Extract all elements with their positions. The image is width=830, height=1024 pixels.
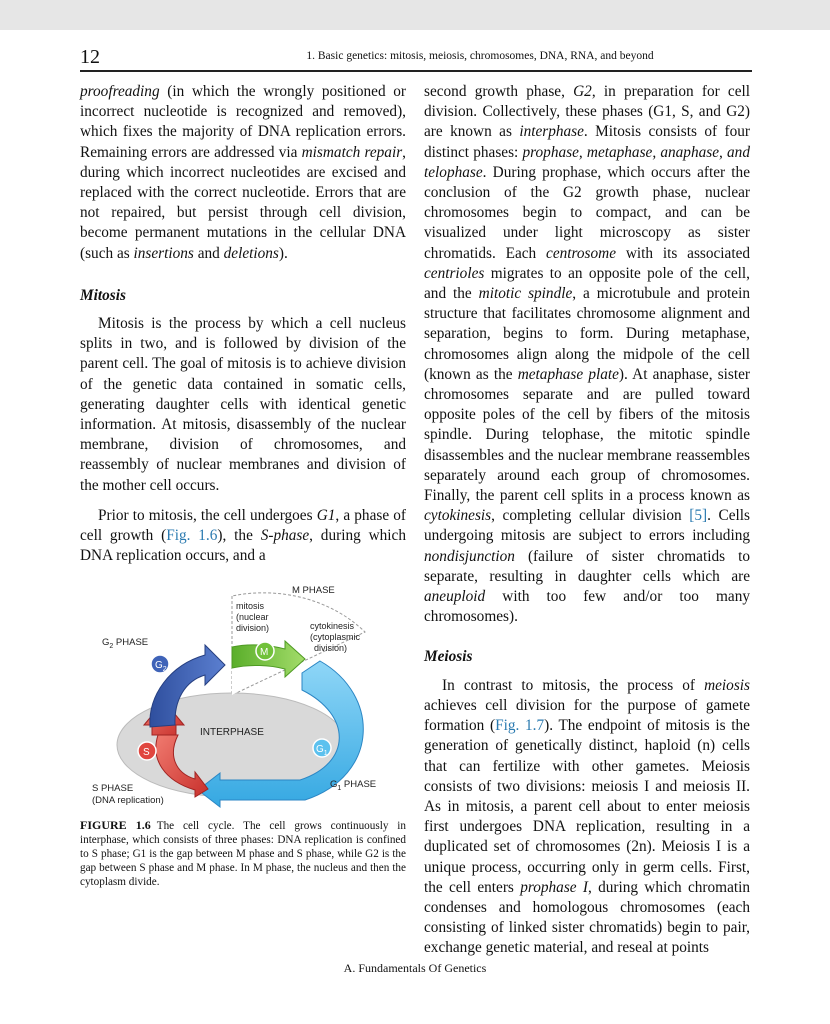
italic-term: insertions [133, 244, 194, 262]
text-run: , during which chromatin condenses and homologous chromosomes (each consisting of linked sister chromatids) begin to pair, exchange genetic material, and reseal at points [424, 878, 751, 957]
dna-replication-label: (DNA replication) [92, 795, 164, 806]
italic-term: centrosome [546, 244, 616, 262]
text-run: second growth phase, [424, 83, 574, 100]
text-run: . Cells undergoing mitosis are subject to errors including [424, 507, 750, 545]
running-head: 1. Basic genetics: mitosis, meiosis, chromosomes, DNA, RNA, and beyond [306, 50, 654, 62]
text-run: , during which DNA replication occurs, and a [80, 527, 406, 565]
s-marker-label: S [143, 747, 150, 758]
italic-term: prophase I [520, 878, 588, 896]
text-run: ). At anaphase, sister chromosomes separate and are pulled toward opposite poles of the cell by fibers of the mitosis spindle. During telophase, the mitotic spindle disassembles and the nuclear membrane reassembles separately around each group of chromosomes. Finally, the parent cell splits in a process known as [424, 365, 751, 505]
reference-link[interactable]: Fig. 1.6 [166, 527, 218, 545]
text-run: Prior to mitosis, the cell undergoes [98, 506, 317, 524]
text-run: In contrast to mitosis, the process of [442, 676, 705, 694]
mitosis-label: mitosis (nuclear division) [236, 601, 270, 633]
top-margin-bar [0, 0, 830, 30]
italic-term: metaphase plate [517, 365, 619, 383]
text-run: , a microtubule and protein structure that facilitates chromosome alignment and separation, begins to form. During metaphase, chromosomes align along the midpole of the cell (known as the [424, 285, 750, 383]
italic-term: meiosis [704, 676, 750, 694]
text-run: , completing cellular division [491, 507, 690, 525]
paragraph [80, 506, 406, 567]
text-run: (failure of sister chromatids to separate, resulting in daughter cells which are [424, 547, 750, 585]
right-column [424, 82, 750, 959]
cytokinesis-label: cytokinesis (cytoplasmic division) [310, 621, 361, 653]
text-run: . During prophase, which occurs after the conclusion of the G2 growth phase, nuclear chromosomes begin to compact, and can be visualized under light microscopy as sister chromatids. Each [424, 163, 750, 262]
m-phase-label: M PHASE [292, 585, 335, 596]
italic-term: cytokinesis [424, 507, 492, 525]
text-run: , during which incorrect nucleotides are excised and replaced with the correct nucleotide. Errors that are not repaired, but persist through cell division, become permanent mutations in the cellular DNA (such as [80, 143, 406, 262]
text-run: (in which the wrongly positioned or incorrect nucleotide is recognized and removed), which fixes the majority of DNA replication errors. Remaining errors are addressed via [80, 83, 406, 161]
italic-term: proofreading [80, 83, 160, 100]
paragraph [80, 314, 406, 496]
italic-term: G2 [573, 83, 592, 100]
text-run: Mitosis is the process by which a cell nucleus splits in two, and is followed by division of the parent cell. The goal of mitosis is to achieve division of the genetic data contained in somatic cells, generating daughter cells with identical genetic information. At mitosis, disassembly of the nuclear membrane, division of chromosomes, and reassembly of nuclear membranes and division of the mother cell occurs. [80, 315, 406, 494]
section-heading-meiosis: Meiosis [424, 648, 473, 666]
left-column [80, 82, 406, 566]
g2-marker-label: $G_2$ [155, 660, 167, 673]
caption-text: The cell cycle. The cell grows continuously in interphase, which consists of three phases: DNA replication is confined to S phase; G1 is the gap between M phase and S phase, while G2 is the gap between S phase and M phase. In M phase, the nucleus and then the cytoplasm divide. [80, 820, 406, 889]
header-rule [80, 70, 752, 72]
g1-phase-label: $G_1$ PHASE [330, 779, 377, 792]
text-run: , in preparation for cell division. Collectively, these phases (G1, S, and G2) are known as [424, 83, 750, 141]
g2-phase-label: $G_2$ PHASE [102, 637, 149, 650]
text-run: ). The endpoint of mitosis is the generation of genetically distinct, haploid (n) cells that can fertilize with other gametes. Meiosis consists of two divisions: meiosis I and meiosis II. As in mitosis, a parent cell about to enter meiosis first undergoes DNA replication, resulting in a duplicated set of chromosomes (2n). Meiosis I is a unique process, occurring only in germ cells. First, the cell enters [424, 717, 750, 896]
italic-term: mitotic spindle [478, 285, 573, 303]
italic-term: prophase, metaphase, anaphase, and telophase [424, 143, 750, 181]
text-run: migrates to an opposite pole of the cell, and the [424, 264, 750, 303]
g1-marker-label: $G_1$ [316, 744, 328, 757]
m-marker-label: M [260, 647, 269, 658]
italic-term: aneuploid [424, 588, 486, 606]
italic-term: deletions [223, 244, 279, 262]
cell-cycle-figure [80, 585, 406, 813]
text-run: and [193, 244, 224, 262]
text-run: , a phase of cell growth ( [80, 506, 406, 545]
interphase-label: INTERPHASE [200, 727, 264, 738]
italic-term: S-phase [260, 527, 310, 545]
page-footer: A. Fundamentals Of Genetics [343, 961, 487, 975]
reference-link[interactable]: Fig. 1.7 [495, 717, 545, 735]
text-run: ), the [217, 527, 261, 545]
paragraph [80, 82, 406, 264]
s-phase-label: S PHASE [92, 783, 134, 794]
italic-term: G1 [316, 506, 336, 524]
figure-caption [80, 818, 406, 889]
cell-cycle-diagram [80, 585, 406, 813]
text-run: with its associated [616, 244, 751, 262]
text-run: achieves cell division for the purpose of gamete formation ( [424, 696, 750, 735]
page-number: 12 [80, 46, 100, 68]
paragraph [424, 82, 750, 627]
text-run: . Mitosis consists of four distinct phases: [424, 123, 751, 161]
italic-term: centrioles [424, 264, 485, 282]
paragraph [424, 676, 750, 959]
text-run: with too few and/or too many chromosomes). [424, 588, 750, 626]
figure-label: FIGURE 1.6 [80, 818, 151, 832]
italic-term: nondisjunction [424, 547, 515, 565]
italic-term: mismatch repair [301, 143, 403, 161]
italic-term: interphase [519, 123, 584, 141]
reference-link[interactable]: [5] [689, 507, 708, 525]
text-run: ). [278, 244, 288, 262]
section-heading-mitosis: Mitosis [80, 286, 126, 304]
